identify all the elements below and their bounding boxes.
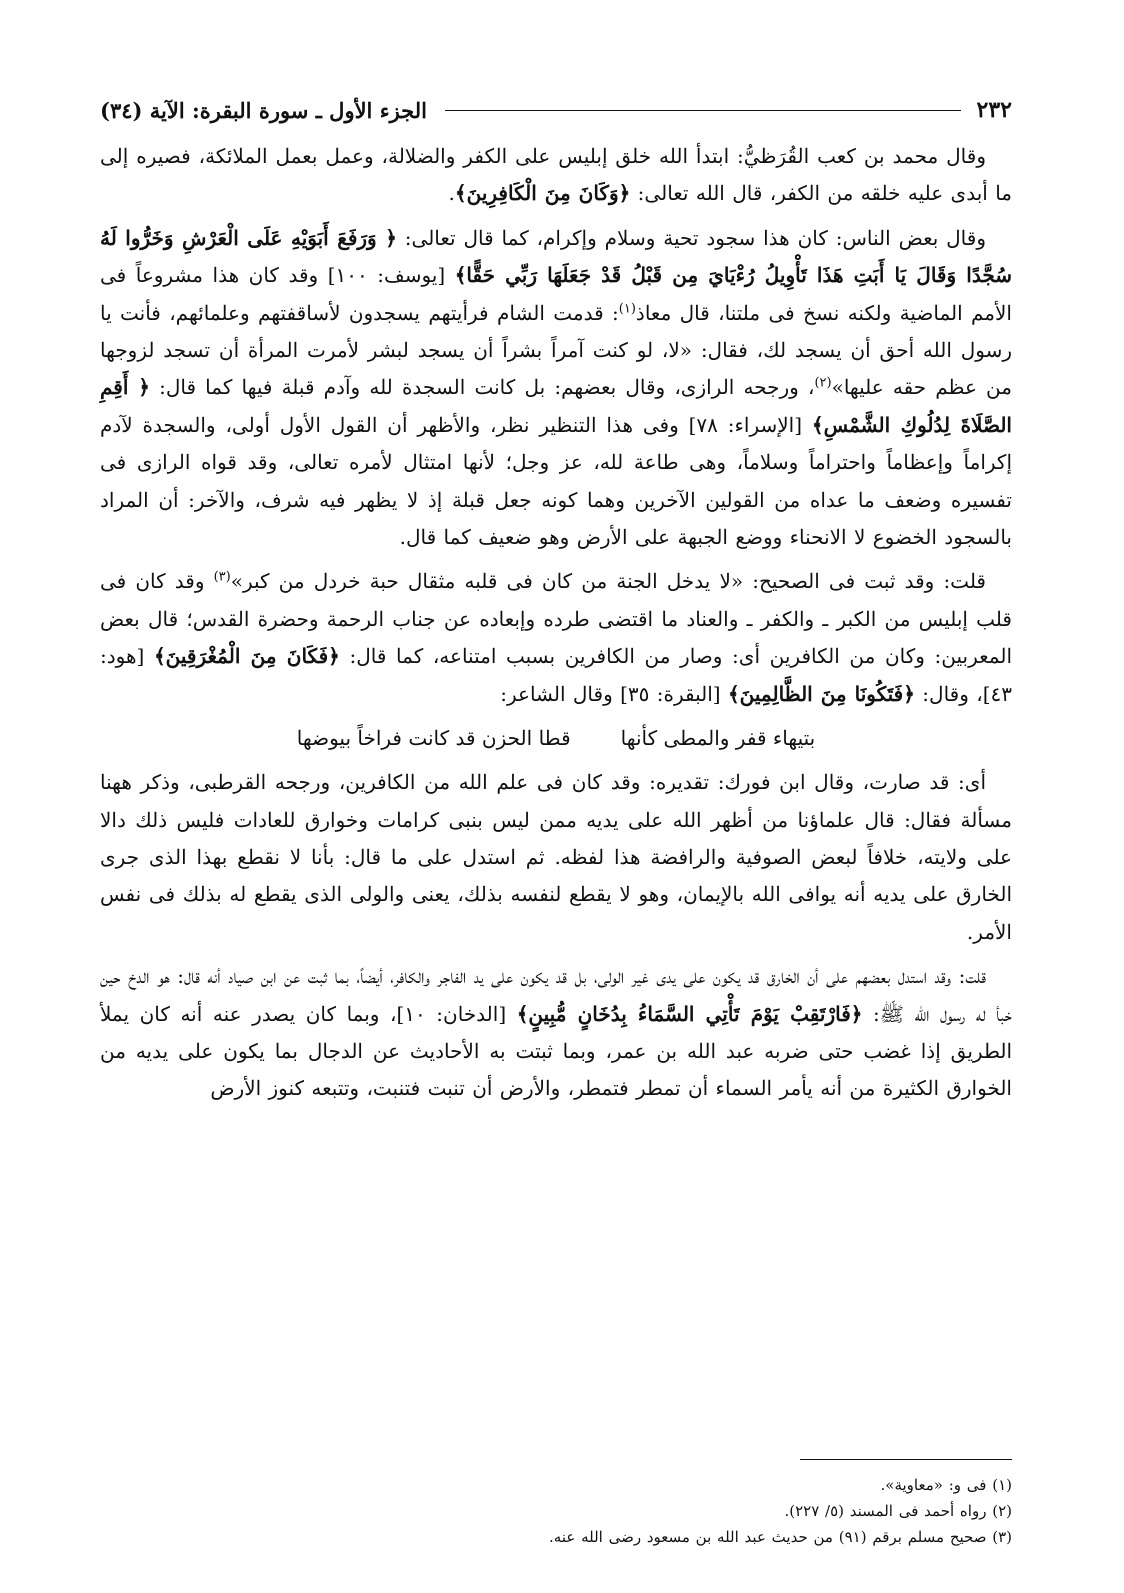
- paragraph: [100, 563, 1012, 713]
- text-run: [الدخان: ١٠]، وبما كان يصدر عنه أنه كان يملأ الطريق إذا غضب حتى ضربه عبد الله بن عمر، وبما ثبتت به الأحاديث عن الدجال بما يكون على يديه من الخوارق الكثيرة من أنه يأمر السماء أن تمطر فتمطر، والأرض أن تنبت فتنبت، وتتبعه كنوز الأرض: [100, 1001, 1013, 1101]
- page-header: [100, 92, 1012, 128]
- book-page: [100, 92, 1013, 1546]
- page-number: ٢٣٢: [976, 97, 1012, 123]
- text-run: : قدمت الشام فرأيتهم يسجدون لأساقفتهم وعلمائهم، فأنت يا رسول الله أحق أن يسجد لك، فقال: «لا، لو كنت آمراً بشراً أن يسجد لبشر لأمرت المرأة أن تسجد لزوجها من عظم حقه عليها»: [100, 300, 1012, 400]
- footnote-ref: (٣): [213, 569, 231, 585]
- paragraph: [100, 764, 1012, 951]
- text-run: قلت: وقد استدل بعضهم على أن الخارق قد يكون على يدى غير الولى، بل قد يكون على يد الفاجر والكافر، أيضاً، بما ثبت عن ابن صياد أنه قال: هو الدخ حين خبأ له رسول الله ﷺ:: [100, 964, 1012, 1026]
- text-run: وقال بعض الناس: كان هذا سجود تحية وسلام وإكرام، كما قال تعالى:: [396, 225, 986, 250]
- text-run: [يوسف: ١٠٠] وقد كان هذا مشروعاً فى الأمم الماضية ولكنه نسخ فى ملتنا، قال معاذ: [100, 263, 1012, 325]
- text-run: قلت: وقد ثبت فى الصحيح: «لا يدخل الجنة من كان فى قلبه مثقال حبة خردل من كبر»: [230, 569, 986, 594]
- footnote: (١) فى و: «معاوية».: [880, 1476, 1012, 1494]
- quran-quote: ﴿فَكَانَ مِنَ الْمُغْرَقِينَ﴾: [153, 644, 340, 669]
- running-title: الجزء الأول ـ سورة البقرة: الآية (٣٤): [100, 97, 427, 123]
- header-rule: [445, 110, 961, 111]
- main-text: [100, 138, 1012, 1108]
- quran-quote: ﴿فَارْتَقِبْ يَوْمَ تَأْتِي السَّمَاءُ بِدُخَانٍ مُّبِينٍ﴾: [516, 1001, 863, 1026]
- text-run: وقال محمد بن كعب القُرَظيُّ: ابتدأ الله خلق إبليس على الكفر والضلالة، وعمل بعمل الملائكة، فصيره إلى ما أبدى عليه خلقه من الكفر، قال الله تعالى:: [100, 144, 1012, 206]
- footnote: (٢) رواه أحمد فى المسند (٥/ ٢٢٧).: [784, 1502, 1012, 1520]
- text-run: ، ورجحه الرازى، وقال بعضهم: بل كانت السجدة لله وآدم قبلة فيها كما قال:: [149, 375, 815, 400]
- text-run: .: [448, 181, 455, 206]
- footnote-rule: [800, 1459, 1012, 1460]
- quran-quote: ﴿وَكَانَ مِنَ الْكَافِرِينَ﴾: [454, 181, 631, 206]
- footnote-ref: (١): [618, 300, 636, 316]
- footnotes: [100, 1472, 1012, 1550]
- quran-quote: ﴿فَتَكُونَا مِنَ الظَّالِمِينَ﴾: [727, 681, 915, 706]
- text-run: [الإسراء: ٧٨] وفى هذا التنظير نظر، والأظهر أن القول الأول أولى، والسجدة لآدم إكراماً وإعظاماً واحتراماً وسلاماً، وهى طاعة لله، عز وجل؛ لأنها امتثال لأمره تعالى، وقد قواه الرازى فى تفسيره وضعف ما عداه من القولين الآخرين وهما كونه جعل قبلة إذ لا يظهر فيه شرف، والآخر: أن المراد بالسجود الخضوع لا الانحناء ووضع الجبهة على الأرض وهو ضعيف كما قال.: [100, 412, 1012, 550]
- footnote-ref: (٢): [814, 375, 832, 391]
- text-run: [هود: ٤٣]، وقال:: [100, 644, 1012, 706]
- quran-quote: ﴿ وَرَفَعَ أَبَوَيْهِ عَلَى الْعَرْشِ وَخَرُّوا لَهُ سُجَّدًا وَقَالَ يَا أَبَتِ هَذَا تَأْوِيلُ رُءْيَايَ مِن قَبْلُ قَدْ جَعَلَهَا رَبِّي حَقًّا﴾: [100, 225, 1012, 288]
- paragraph: [100, 220, 1012, 557]
- verse-hemistich-left: قطا الحزن قد كانت فراخاً بيوضها: [296, 726, 571, 751]
- text-run: أى: قد صارت، وقال ابن فورك: تقديره: وقد كان فى علم الله من الكافرين، ورجحه القرطبى، وذكر ههنا مسألة فقال: قال علماؤنا من أظهر الله على يديه ممن ليس بنبى كرامات وخوارق للعادات فليس ذلك دالا على ولايته، خلافاً لبعض الصوفية والرافضة هذا لفظه. ثم استدل على ما قال: بأنا لا نقطع بهذا الذى جرى الخارق على يديه أنه يوافى الله بالإيمان، وهو لا يقطع لنفسه بذلك، يعنى والولى الذى يقطع له بذلك فى نفس الأمر.: [100, 770, 1012, 944]
- paragraph: [100, 138, 1012, 213]
- footnote: (٣) صحيح مسلم برقم (٩١) من حديث عبد الله بن مسعود رضى الله عنه.: [549, 1528, 1012, 1546]
- poetry-verse: [100, 719, 1012, 757]
- text-run: [البقرة: ٣٥] وقال الشاعر:: [500, 681, 728, 706]
- verse-hemistich-right: بتيهاء قفر والمطى كأنها: [620, 726, 816, 751]
- paragraph: [100, 958, 1012, 1108]
- quran-quote: ﴿ أَقِمِ الصَّلَاةَ لِدُلُوكِ الشَّمْسِ﴾: [100, 375, 1012, 437]
- text-run: وقد كان فى قلب إبليس من الكبر ـ والكفر ـ والعناد ما اقتضى طرده وإبعاده عن جناب الرحمة وحضرة القدس؛ قال بعض المعربين: وكان من الكافرين أى: وصار من الكافرين بسبب امتناعه، كما قال:: [100, 569, 1013, 669]
